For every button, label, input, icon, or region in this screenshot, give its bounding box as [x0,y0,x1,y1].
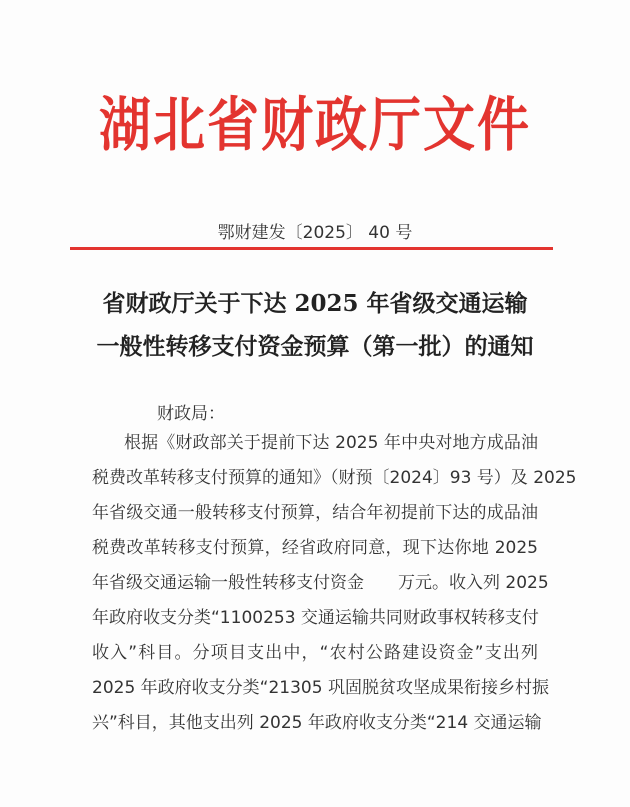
body-line: 年政府收支分类“1100253 交通运输共同财政事权转移支付 [92,608,539,628]
body-line: 税费改革转移支付预算的通知》（财预〔2024〕93 号）及 2025 [92,468,577,488]
document-number: 鄂财建发〔2025〕 40 号 [217,223,413,243]
salutation: 财政局： [157,404,225,424]
body-line: 兴”科目，其他支出列 2025 年政府收支分类“214 交通运输 [92,713,542,733]
body-line: 2025 年政府收支分类“21305 巩固脱贫攻坚成果衔接乡村振 [92,678,549,698]
notice-title-line-2: 一般性转移支付资金预算（第一批）的通知 [96,333,534,360]
masthead-title: 湖北省财政厅文件 [98,91,531,160]
body-line: 收入”科目。分项目支出中，“农村公路建设资金”支出列 [92,643,538,663]
notice-title-line-1: 省财政厅关于下达 2025 年省级交通运输 [102,290,528,317]
body-line: 根据《财政部关于提前下达 2025 年中央对地方成品油 [124,433,538,453]
body-line: 年省级交通运输一般性转移支付资金 万元。收入列 2025 [92,573,549,593]
body-line: 年省级交通一般转移支付预算，结合年初提前下达的成品油 [92,503,538,523]
red-divider-rule [70,247,553,250]
body-line: 税费改革转移支付预算，经省政府同意，现下达你地 2025 [92,538,538,558]
